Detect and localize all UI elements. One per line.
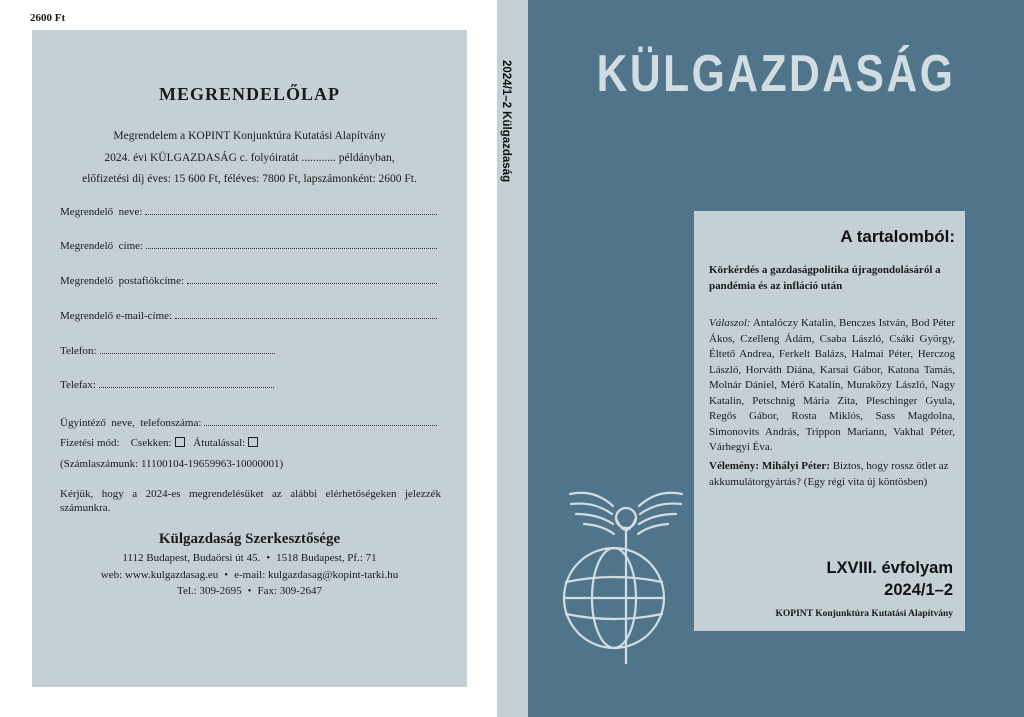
address-field-label: Megrendelő címe: bbox=[60, 240, 144, 252]
cheque-checkbox[interactable] bbox=[175, 437, 185, 447]
opinion-title: Biztos, hogy rossz ötlet az akkumulátorgyártás? (Egy régi vita új köntösben) bbox=[709, 460, 949, 488]
intro-line: 2024. évi KÜLGAZDASÁG c. folyóiratát ............ példányban, bbox=[104, 151, 395, 164]
order-form-title: MEGRENDELŐLAP bbox=[158, 84, 340, 104]
payment-transfer-label: Átutalással: bbox=[193, 437, 246, 449]
phone-number: Tel.: 309-2695 bbox=[177, 585, 242, 597]
address-field-line[interactable] bbox=[146, 238, 437, 249]
intro-line: Megrendelem a KOPINT Konjunktúra Kutatási Alapítvány bbox=[113, 130, 386, 142]
postal-field[interactable] bbox=[60, 273, 437, 287]
bullet-separator: • bbox=[224, 569, 229, 581]
fax-field-line[interactable] bbox=[99, 377, 274, 388]
spine-title: 2024/1–2 Külgazdaság bbox=[500, 60, 512, 183]
payment-cheque-label: Csekken: bbox=[130, 437, 172, 449]
editorial-address bbox=[32, 552, 467, 564]
volume-info bbox=[826, 557, 953, 601]
fax-field-label: Telefax: bbox=[60, 379, 96, 391]
web-address: web: www.kulgazdasag.eu bbox=[100, 569, 219, 581]
address-field[interactable] bbox=[60, 238, 437, 252]
name-field-line[interactable] bbox=[145, 204, 437, 215]
account-number: (Számlaszámunk: 11100104-19659963-10000001) bbox=[60, 458, 284, 470]
issue-number: 2024/1–2 bbox=[884, 581, 953, 599]
volume-number: LXVIII. évfolyam bbox=[826, 559, 953, 577]
payment-method bbox=[60, 437, 264, 449]
email-field-line[interactable] bbox=[175, 308, 437, 319]
editorial-office-name: Külgazdaság Szerkesztősége bbox=[158, 531, 341, 547]
fax-number: Fax: 309-2647 bbox=[257, 585, 322, 597]
postal-field-line[interactable] bbox=[187, 273, 437, 284]
email-field[interactable] bbox=[60, 308, 437, 322]
email-field-label: Megrendelő e-mail-címe: bbox=[60, 310, 173, 322]
publisher-name: KOPINT Konjunktúra Kutatási Alapítvány bbox=[775, 609, 953, 619]
phone-field-label: Telefon: bbox=[60, 345, 97, 357]
editorial-web-email bbox=[32, 569, 467, 581]
bullet-separator: • bbox=[266, 552, 271, 564]
contents-panel bbox=[694, 211, 965, 631]
back-cover bbox=[0, 0, 497, 717]
editorial-phone-fax bbox=[32, 585, 467, 597]
payment-label: Fizetési mód: bbox=[60, 437, 120, 449]
contact-person-line[interactable] bbox=[204, 415, 437, 426]
intro-line: előfizetési díj éves: 15 600 Ft, féléves: 7800 Ft, lapszámonként: 2600 Ft. bbox=[82, 173, 417, 185]
contact-person-field[interactable] bbox=[60, 415, 437, 429]
name-field[interactable] bbox=[60, 204, 437, 218]
globe-logo-icon bbox=[562, 474, 692, 664]
phone-field-line[interactable] bbox=[100, 343, 275, 354]
bullet-separator: • bbox=[247, 585, 252, 597]
journal-title: KÜLGAZDASÁG bbox=[596, 45, 956, 103]
order-form bbox=[32, 30, 467, 687]
opinion-label: Vélemény: Mihályi Péter: bbox=[709, 460, 830, 472]
respondents bbox=[709, 316, 955, 456]
contents-heading: A tartalomból: bbox=[840, 227, 955, 246]
transfer-checkbox[interactable] bbox=[248, 437, 258, 447]
price-label: 2600 Ft bbox=[30, 12, 66, 24]
name-field-label: Megrendelő neve: bbox=[60, 206, 143, 218]
fax-field[interactable] bbox=[60, 377, 437, 391]
phone-field[interactable] bbox=[60, 343, 437, 357]
order-request: Kérjük, hogy a 2024-es megrendelésüket az alábbi elérhetőségeken jelezzék számunkra. bbox=[60, 488, 441, 514]
opinion-article bbox=[709, 459, 955, 490]
spine bbox=[497, 0, 528, 717]
email-address: e-mail: kulgazdasag@kopint-tarki.hu bbox=[234, 569, 399, 581]
postal-field-label: Megrendelő postafiókcíme: bbox=[60, 275, 185, 287]
po-box: 1518 Budapest, Pf.: 71 bbox=[276, 552, 377, 564]
order-intro bbox=[32, 126, 467, 191]
respondents-label: Válaszol: bbox=[709, 317, 751, 329]
contact-person-label: Ügyintéző neve, telefonszáma: bbox=[60, 417, 202, 429]
street-address: 1112 Budapest, Budaörsi út 45. bbox=[122, 552, 261, 564]
respondents-list: Antalóczy Katalin, Benczes István, Bod Péter Ákos, Czelleng Ádám, Csaba László, Csáki György, Éltető Andrea, Ferkelt Balázs, Halmai Péter, Herczog László, Horváth Diána, Karsai Gábor, Katona Tamás, Molnár Dániel, Mérő Katalin, Muraközy László, Nagy Katalin, Petschnig Mária Zita, Pleschinger Gyula, Regős Gábor, Rosta Miklós, Sass Magdolna, Simonovits András, Trippon Mariann, Vakhal Péter, Várhegyi Éva. bbox=[709, 317, 955, 453]
article-title: Körkérdés a gazdaságpolitika újragondolásáról a pandémia és az infláció után bbox=[709, 264, 941, 292]
